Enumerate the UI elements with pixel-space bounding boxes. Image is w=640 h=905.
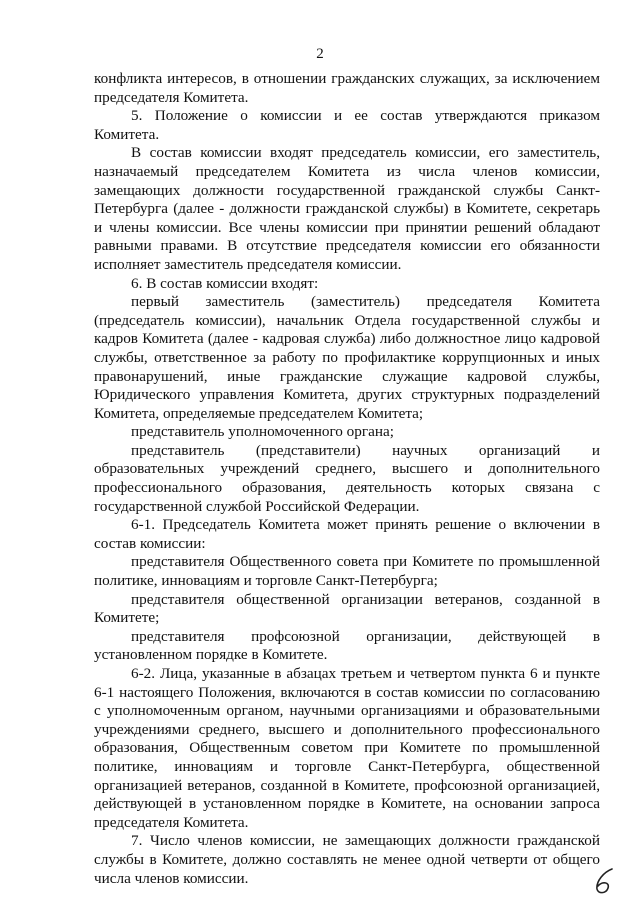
paragraph: конфликта интересов, в отношении гражданских служащих, за исключением председателя Комитета. [94,70,600,106]
paragraph: представителя профсоюзной организации, действующей в установленном порядке в Комитете. [94,627,600,664]
paragraph: 6-1. Председатель Комитета может принять решение о включении в состав комиссии: [94,516,600,552]
paragraph: первый заместитель (заместитель) председателя Комитета (председатель комиссии), начальник Отдела государственной службы и кадров Комитета (далее - кадровая служба) либо должностное лицо кадровой службы, ответственное за работу по профилактике коррупционных и иных правонарушений, иные гражданские служащие кадровой службы, Юридического управления Комитета, других структурных подразделений Комитета, определяемые председателем Комитета; [94,293,600,422]
paragraph: представитель (представители) научных организаций и образовательных учреждений среднего, высшего и дополнительного профессионального образования, деятельность которых связана с государственной службой Российской Федерации. [94,441,600,515]
paragraph: представителя Общественного совета при Комитете по промышленной политике, инновациям и торговле Санкт-Петербурга; [94,553,600,590]
handwritten-mark [590,866,620,896]
paragraph: представителя общественной организации ветеранов, созданной в Комитете; [94,590,600,627]
page-number: 2 [316,46,324,62]
paragraph: 6. В состав комиссии входят: [131,274,319,292]
paragraph: 7. Число членов комиссии, не замещающих должности гражданской службы в Комитете, должно составлять не менее одной четверти от общего числа членов комиссии. [94,832,600,887]
paragraph: 5. Положение о комиссии и ее состав утверждаются приказом Комитета. [94,107,600,143]
paragraph: представитель уполномоченного органа; [131,423,394,441]
paragraph: В состав комиссии входят председатель комиссии, его заместитель, назначаемый председателем Комитета из числа членов комиссии, замещающих должности государственной гражданской службы Санкт-Петербурга (далее - должности гражданской службы) в Комитете, секретарь и члены комиссии. Все члены комиссии при принятии решений обладают равными правами. В отсутствие председателя комиссии его обязанности исполняет заместитель председателя комиссии. [94,144,600,273]
paragraph: 6-2. Лица, указанные в абзацах третьем и четвертом пункта 6 и пункте 6-1 настоящего Положения, включаются в состав комиссии по согласованию с уполномоченным органом, научными организациями и образовательными учреждениями среднего, высшего и дополнительного профессионального образования, Общественным советом при Комитете по промышленной политике, инновациям и торговле Санкт-Петербурга, общественной организацией ветеранов, созданной в Комитете, профсоюзной организацией, действующей в установленном порядке в Комитете, на основании запроса председателя Комитета. [94,665,600,831]
document-body [94,70,600,888]
